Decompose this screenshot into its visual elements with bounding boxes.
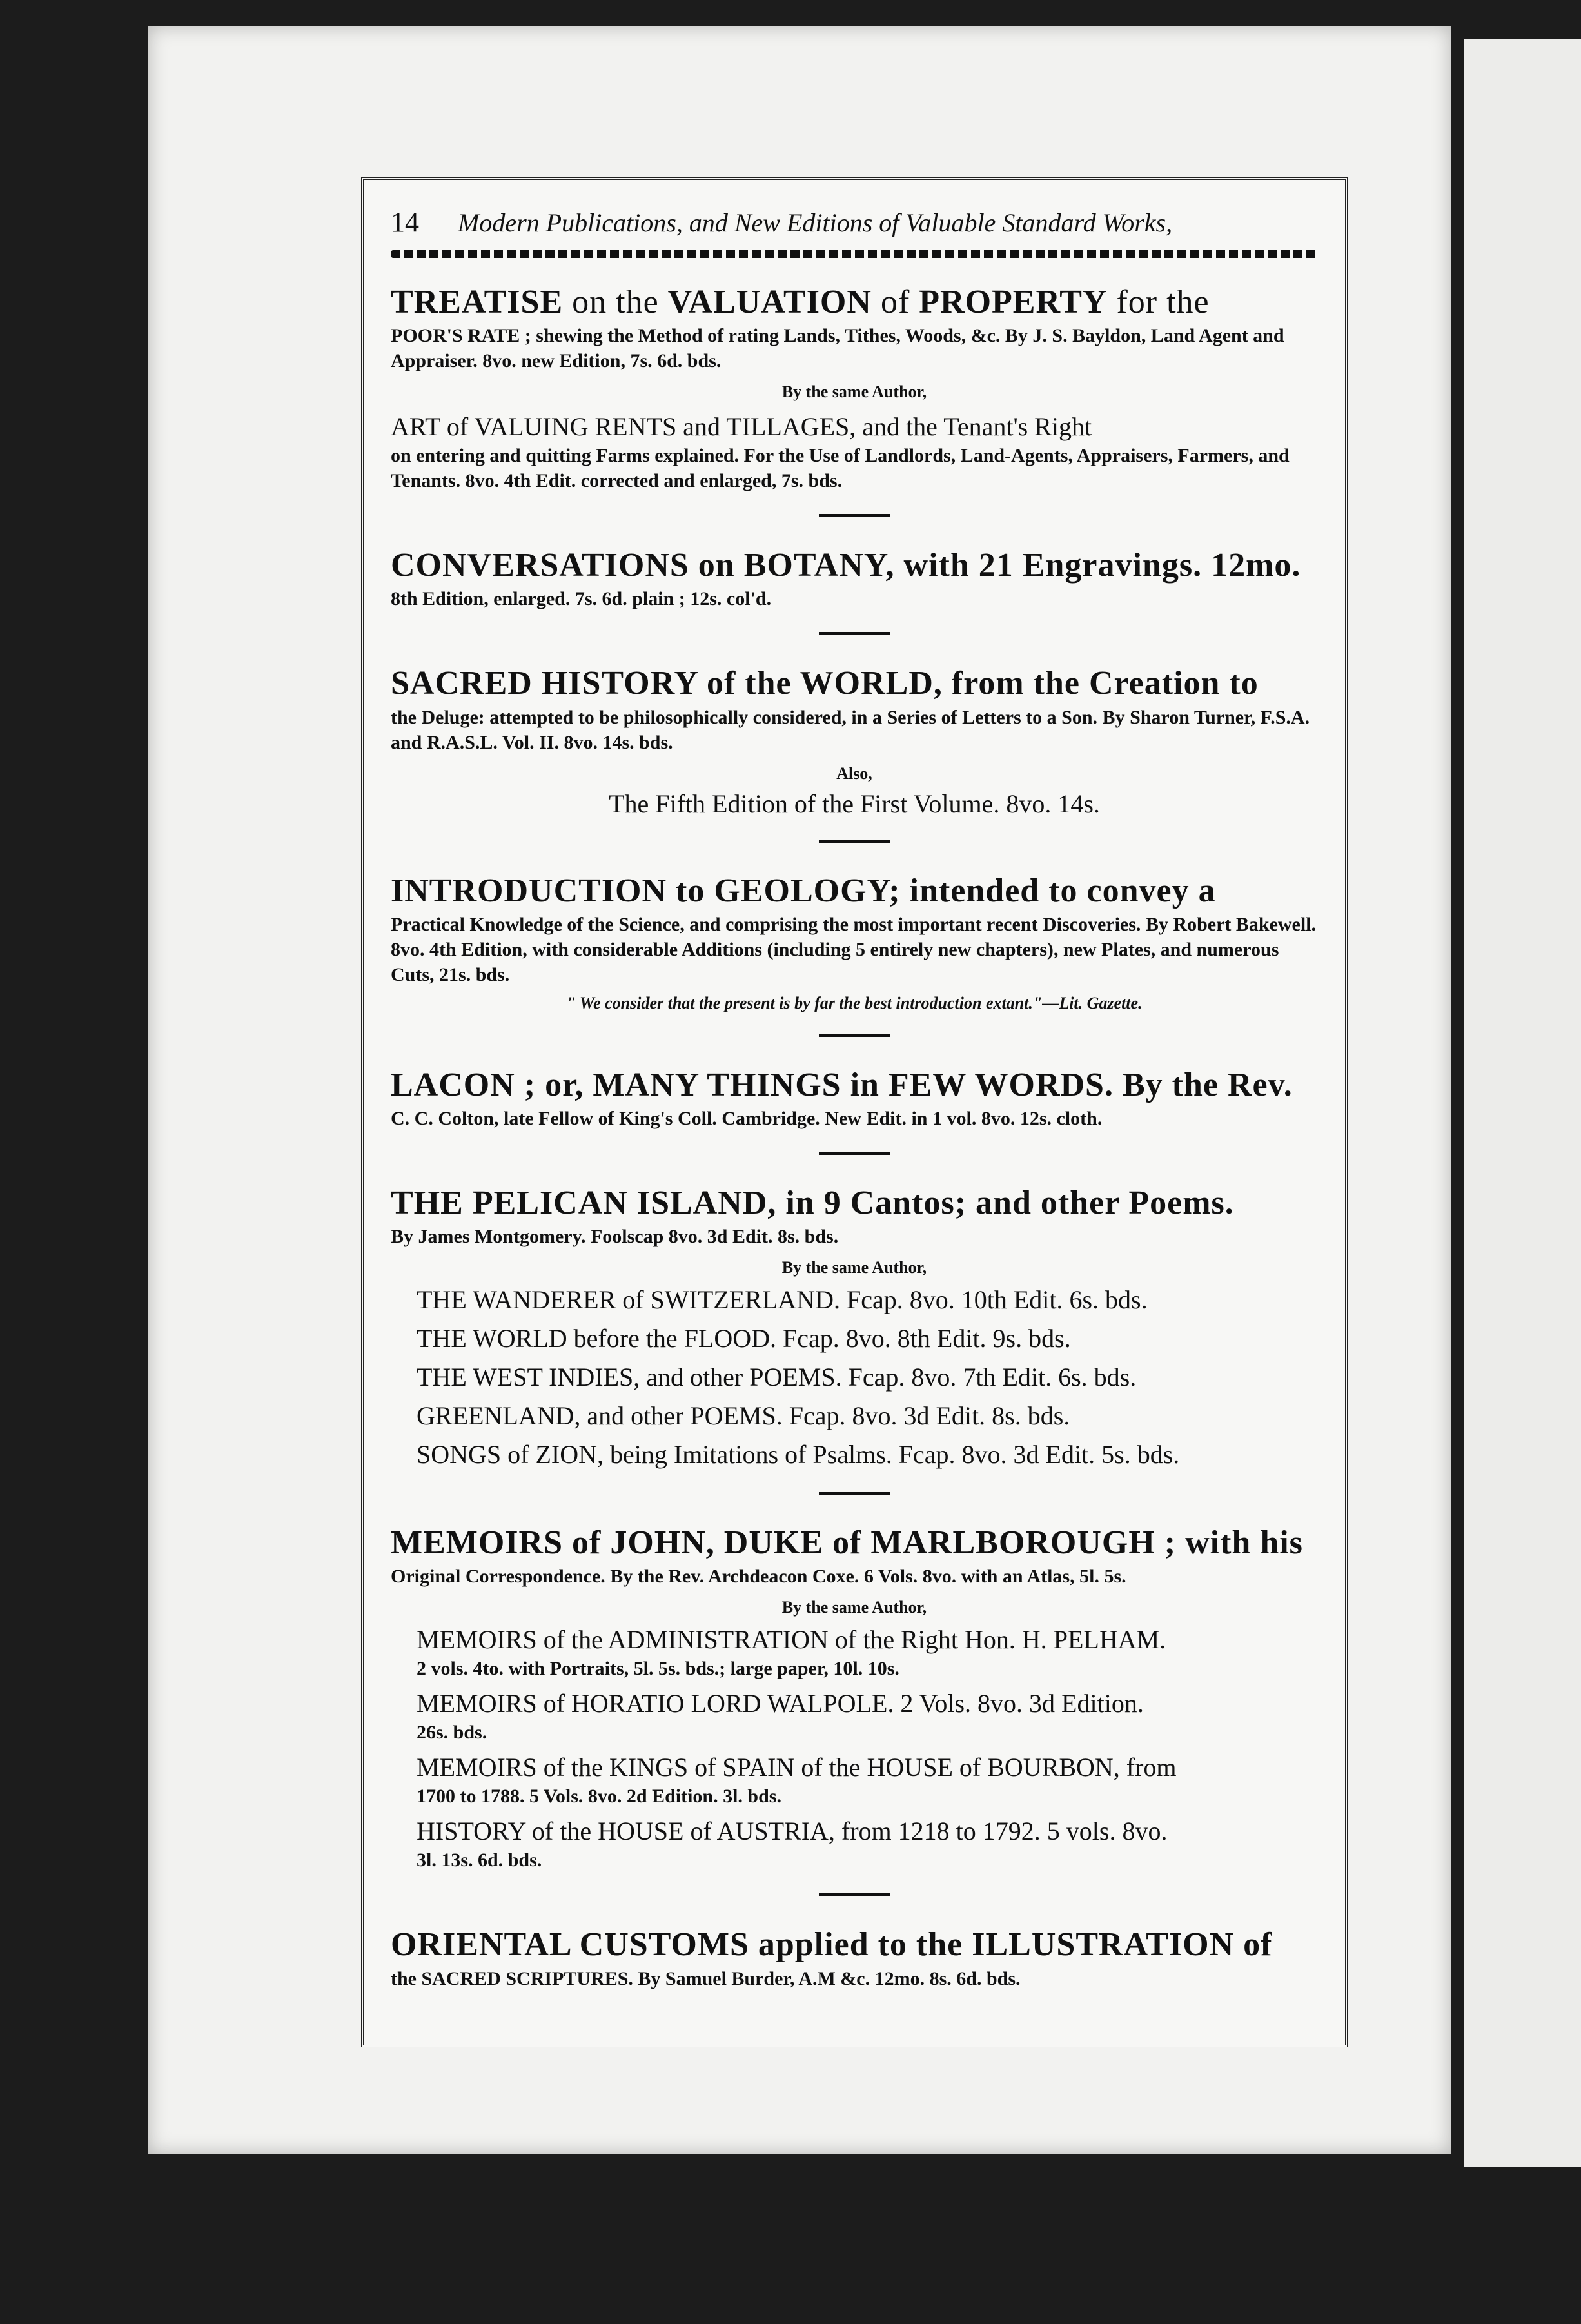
- listing-pelican-island: [391, 1185, 1318, 1471]
- related-title: HISTORY of the HOUSE of AUSTRIA, from 1218 to 1792. 5 vols. 8vo.: [417, 1817, 1168, 1846]
- title-part: for the: [1107, 284, 1210, 320]
- related-titles-list: [391, 1624, 1318, 1873]
- listing-description: 8th Edition, enlarged. 7s. 6d. plain ; 12s. col'd.: [391, 588, 772, 610]
- listing-title: LACON ; or, MANY THINGS in FEW WORDS. By the Rev.: [391, 1066, 1293, 1103]
- related-title: GREENLAND, and other POEMS. Fcap. 8vo. 3d Edit. 8s. bds.: [417, 1401, 1070, 1431]
- related-description: on entering and quitting Farms explained. For the Use of Landlords, Land-Agents, Appraisers, Farmers, and Tenants. 8vo. 4th Edit. corrected and enlarged, 7s. bds.: [391, 445, 1290, 492]
- listing-lacon: [391, 1067, 1318, 1131]
- listing-description: C. C. Colton, late Fellow of King's Coll. Cambridge. New Edit. in 1 vol. 8vo. 12s. cloth.: [391, 1107, 1103, 1129]
- related-title: THE WANDERER of SWITZERLAND. Fcap. 8vo. 10th Edit. 6s. bds.: [417, 1285, 1148, 1315]
- title-part: on the: [563, 284, 668, 320]
- running-head-text: Modern Publications, and New Editions of Valuable Standard Works,: [458, 208, 1173, 237]
- same-author-note: By the same Author,: [781, 382, 927, 402]
- listing-sacred-history: [391, 665, 1318, 818]
- listing-memoirs-marlborough: [391, 1524, 1318, 1873]
- related-title: The Fifth Edition of the First Volume. 8vo. 14s.: [609, 789, 1100, 818]
- listing-treatise-valuation: [391, 284, 1318, 493]
- section-divider: [819, 1492, 890, 1495]
- related-title: SONGS of ZION, being Imitations of Psalms. Fcap. 8vo. 3d Edit. 5s. bds.: [417, 1440, 1180, 1470]
- same-author-note: By the same Author,: [781, 1258, 927, 1277]
- listing-description: the Deluge: attempted to be philosophically considered, in a Series of Letters to a Son. By Sharon Turner, F.S.A. and R.A.S.L. Vol. II. 8vo. 14s. bds.: [391, 706, 1310, 753]
- title-part: TREATISE: [391, 284, 564, 320]
- title-part: VALUATION: [667, 284, 872, 320]
- ornamental-rule: [391, 250, 1318, 258]
- related-description: 1700 to 1788. 5 Vols. 8vo. 2d Edition. 3l. bds.: [417, 1786, 781, 1807]
- section-divider: [819, 632, 890, 635]
- listing-title: ORIENTAL CUSTOMS applied to the ILLUSTRATION of: [391, 1926, 1273, 1964]
- related-title: THE WORLD before the FLOOD. Fcap. 8vo. 8th Edit. 9s. bds.: [417, 1324, 1071, 1354]
- listing-title: INTRODUCTION to GEOLOGY; intended to convey a: [391, 872, 1216, 909]
- section-divider: [819, 1893, 890, 1896]
- listing-description: the SACRED SCRIPTURES. By Samuel Burder, A.M &c. 12mo. 8s. 6d. bds.: [391, 1967, 1021, 1989]
- listing-title: MEMOIRS of JOHN, DUKE of MARLBOROUGH ; with his: [391, 1524, 1303, 1562]
- listing-conversations-botany: [391, 547, 1318, 611]
- listing-description: By James Montgomery. Foolscap 8vo. 3d Edit. 8s. bds.: [391, 1226, 839, 1248]
- listing-title: SACRED HISTORY of the WORLD, from the Creation to: [391, 665, 1259, 702]
- related-description: 3l. 13s. 6d. bds.: [417, 1849, 542, 1871]
- listing-title: CONVERSATIONS on BOTANY, with 21 Engravings. 12mo.: [391, 547, 1301, 584]
- title-part: PROPERTY: [919, 284, 1108, 320]
- section-divider: [819, 514, 890, 517]
- listing-introduction-geology: [391, 872, 1318, 1013]
- section-divider: [819, 1152, 890, 1155]
- listing-title: THE PELICAN ISLAND, in 9 Cantos; and other Poems.: [391, 1184, 1234, 1221]
- also-note: Also,: [836, 763, 872, 783]
- facing-page-edge: [1464, 39, 1581, 2167]
- advertisement-frame: [361, 177, 1348, 2047]
- same-author-note: By the same Author,: [781, 1598, 927, 1617]
- related-titles-list: [391, 1284, 1318, 1471]
- running-head: [391, 206, 1318, 239]
- section-divider: [819, 1034, 890, 1037]
- listing-oriental-customs: [391, 1926, 1318, 1991]
- related-description: 2 vols. 4to. with Portraits, 5l. 5s. bds.; large paper, 10l. 10s.: [417, 1658, 899, 1680]
- related-title: MEMOIRS of HORATIO LORD WALPOLE. 2 Vols. 8vo. 3d Edition.: [417, 1689, 1144, 1718]
- listing-description: Original Correspondence. By the Rev. Archdeacon Coxe. 6 Vols. 8vo. with an Atlas, 5l. 5s.: [391, 1566, 1126, 1588]
- listing-title: [391, 284, 1318, 320]
- listing-description: Practical Knowledge of the Science, and comprising the most important recent Discoveries. By Robert Bakewell. 8vo. 4th Edition, with considerable Additions (including 5 entirely new chapters), new Plates, and numerous Cuts, 21s. bds.: [391, 913, 1317, 985]
- related-title: MEMOIRS of the KINGS of SPAIN of the HOUSE of BOURBON, from: [417, 1753, 1177, 1782]
- title-part: of: [871, 284, 919, 320]
- related-description: 26s. bds.: [417, 1722, 487, 1744]
- section-divider: [819, 840, 890, 843]
- related-title: ART of VALUING RENTS and TILLAGES, and the Tenant's Right: [391, 412, 1092, 442]
- related-title: THE WEST INDIES, and other POEMS. Fcap. 8vo. 7th Edit. 6s. bds.: [417, 1363, 1137, 1392]
- page-number: 14: [391, 206, 419, 238]
- related-title: MEMOIRS of the ADMINISTRATION of the Right Hon. H. PELHAM.: [417, 1625, 1166, 1655]
- review-quote: " We consider that the present is by far the best introduction extant."—Lit. Gazette.: [566, 993, 1143, 1012]
- listing-description: POOR'S RATE ; shewing the Method of rating Lands, Tithes, Woods, &c. By J. S. Bayldon, Land Agent and Appraiser. 8vo. new Edition, 7s. 6d. bds.: [391, 325, 1284, 372]
